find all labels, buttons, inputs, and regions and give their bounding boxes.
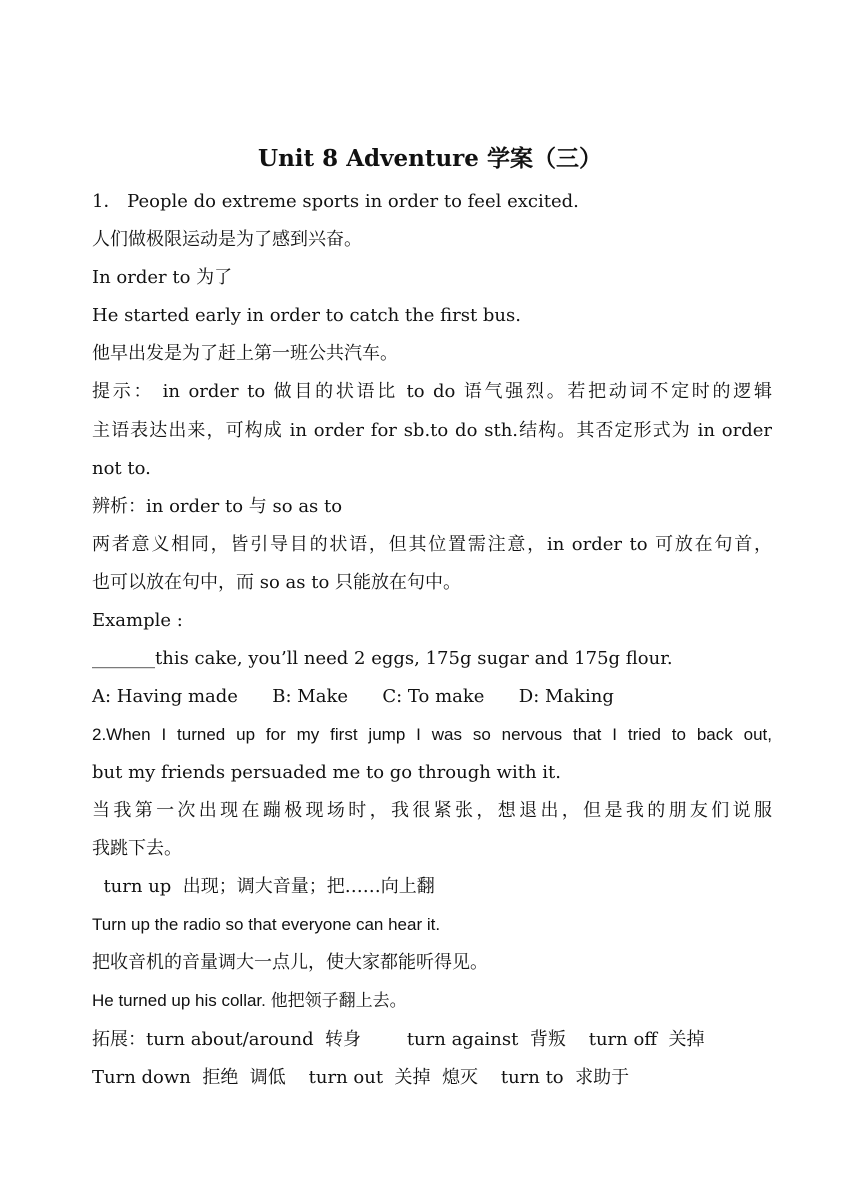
comparison-line-1: 两者意义相同，皆引导目的状语，但其位置需注意，in order to 可放在句首， <box>92 534 772 555</box>
extension-line-2: Turn down 拒绝 调低 turn out 关掉 熄灭 turn to 求助于 <box>92 1067 630 1088</box>
point-2-sentence-line-1: 2.When I turned up for my first jump I was so nervous that I tried to back out, <box>92 725 772 744</box>
example-translation: 他早出发是为了赶上第一班公共汽车。 <box>92 343 398 364</box>
comparison-line-2: 也可以放在句中，而 so as to 只能放在句中。 <box>92 572 461 593</box>
phrase-in-order-to: In order to 为了 <box>92 267 233 288</box>
extension-line-1: 拓展：turn about/around 转身 turn against 背叛 turn off 关掉 <box>92 1029 705 1050</box>
exercise-options: A: Having made B: Make C: To make D: Making <box>92 686 614 707</box>
exercise-question: _______this cake, you’ll need 2 eggs, 175g sugar and 175g flour. <box>92 648 673 669</box>
point-1-sentence: 1． People do extreme sports in order to feel excited. <box>92 191 579 212</box>
tip-line-1: 提示： in order to 做目的状语比 to do 语气强烈。若把动词不定时的逻辑 <box>92 381 772 402</box>
turn-up-example-1: Turn up the radio so that everyone can hear it. <box>92 915 441 934</box>
point-1-translation: 人们做极限运动是为了感到兴奋。 <box>92 229 362 250</box>
phrase-turn-up: turn up 出现；调大音量；把……向上翻 <box>92 876 435 897</box>
point-2-sentence-line-2: but my friends persuaded me to go through with it. <box>92 762 561 783</box>
point-2-translation-line-2: 我跳下去。 <box>92 838 182 859</box>
example-label: Example : <box>92 610 183 631</box>
example-sentence: He started early in order to catch the first bus. <box>92 305 521 326</box>
tip-line-2: 主语表达出来，可构成 in order for sb.to do sth.结构。其否定形式为 in order <box>92 420 772 441</box>
tip-line-3: not to. <box>92 458 151 479</box>
turn-up-translation-1: 把收音机的音量调大一点儿，使大家都能听得见。 <box>92 952 488 973</box>
page-title: Unit 8 Adventure 学案（三） <box>258 145 602 172</box>
comparison-heading: 辨析：in order to 与 so as to <box>92 496 343 517</box>
point-2-translation-line-1: 当我第一次出现在蹦极现场时，我很紧张，想退出，但是我的朋友们说服 <box>92 800 772 821</box>
turn-up-example-2: He turned up his collar. 他把领子翻上去。 <box>92 991 407 1010</box>
